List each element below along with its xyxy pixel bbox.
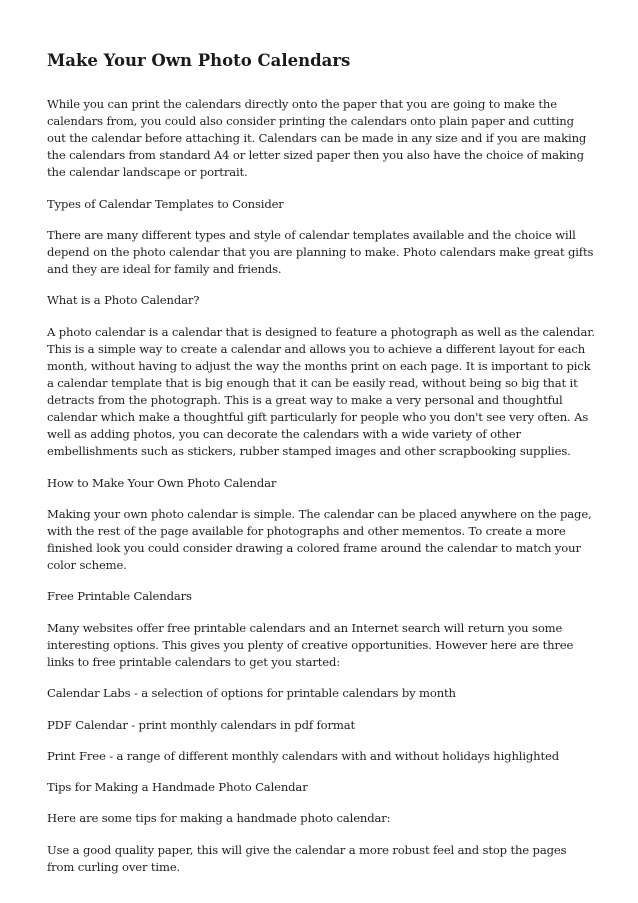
link-item-print-free: Print Free - a range of different monthly calendars with and without holidays highlighted (47, 748, 559, 763)
intro-paragraph: While you can print the calendars directly onto the paper that you are going to make the calendars from, you could also consider printing the calendars onto plain paper and cutting out the calendar before attaching it. Calendars can be made in any size and if you are making the calendars from standard A4 or letter sized paper then you also have the choice of making the calendar landscape or portrait. (47, 97, 587, 180)
document-page (47, 50, 595, 890)
free-printable-paragraph: Many websites offer free printable calendars and an Internet search will return you some interesting options. This gives you plenty of creative opportunities. However here are three links to free printable calendars to get you started: (47, 620, 574, 669)
what-is-paragraph: A photo calendar is a calendar that is designed to feature a photograph as well as the calendar. This is a simple way to create a calendar and allows you to achieve a different layout for each month, without having to adjust the way the months print on each page. It is important to pick a calendar template that is big enough that it can be easily read, without being so big that it detracts from the photograph. This is a great way to make a very personal and thoughtful calendar which make a thoughtful gift particularly for people who you don't see very often. As well as adding photos, you can decorate the calendars with a wide variety of other embellishments such as stickers, rubber stamped images and other scrapbooking supplies. (47, 324, 595, 459)
section-heading-how-to: How to Make Your Own Photo Calendar (47, 475, 277, 490)
how-to-paragraph: Making your own photo calendar is simple. The calendar can be placed anywhere on the page, with the rest of the page available for photographs and other mementos. To create a more finished look you could consider drawing a colored frame around the calendar to match your color scheme. (47, 506, 592, 573)
template-types-paragraph: There are many different types and style of calendar templates available and the choice will depend on the photo calendar that you are planning to make. Photo calendars make great gifts and they are ideal for family and friends. (47, 227, 594, 277)
tips-intro-paragraph: Here are some tips for making a handmade photo calendar: (47, 811, 391, 826)
section-heading-what-is: What is a Photo Calendar? (47, 293, 200, 308)
section-heading-tips: Tips for Making a Handmade Photo Calendar (47, 780, 308, 795)
section-heading-free-printable: Free Printable Calendars (47, 589, 192, 604)
section-heading-template-types: Types of Calendar Templates to Consider (47, 196, 284, 211)
tip-paragraph-paper: Use a good quality paper, this will give the calendar a more robust feel and stop the pages from curling over time. (47, 842, 567, 874)
document-title: Make Your Own Photo Calendars (47, 51, 351, 70)
link-item-calendar-labs: Calendar Labs - a selection of options for printable calendars by month (47, 686, 456, 701)
link-item-pdf-calendar: PDF Calendar - print monthly calendars in pdf format (47, 717, 356, 732)
